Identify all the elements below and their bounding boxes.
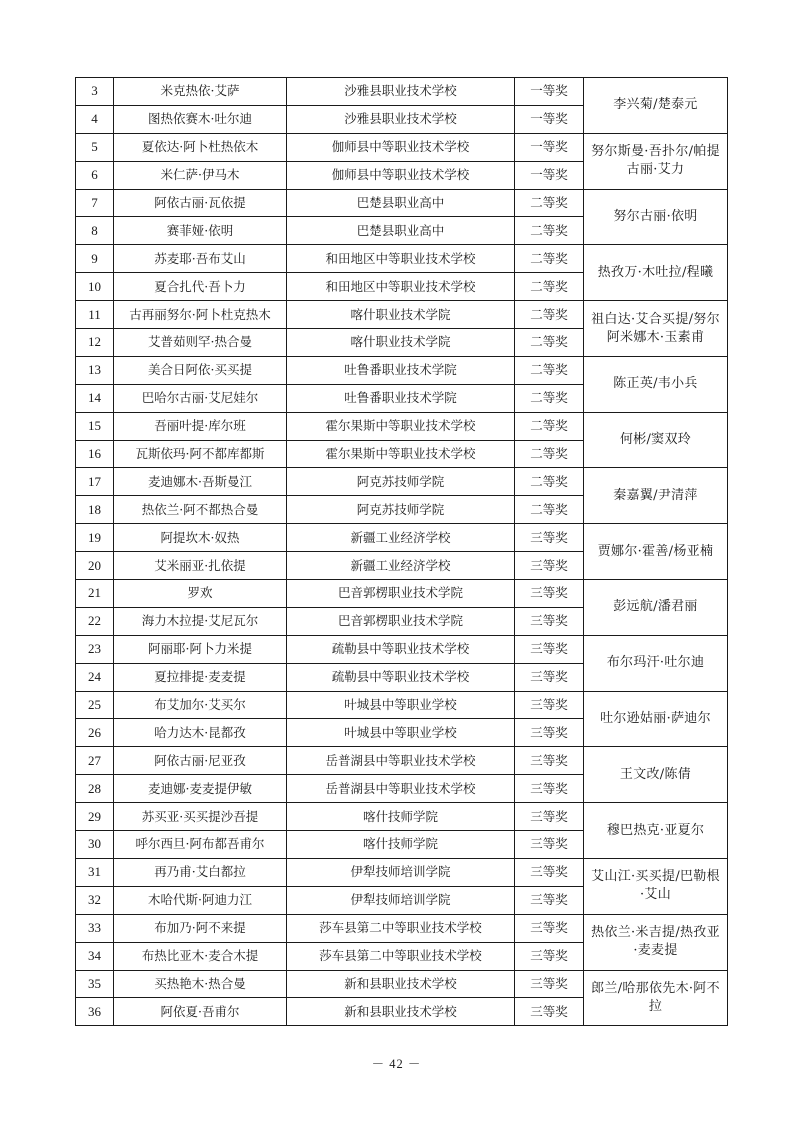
instructor-cell: 何彬/窦双玲 (584, 412, 728, 468)
student-name-cell: 木哈代斯·阿迪力江 (114, 886, 287, 914)
row-number-cell: 13 (76, 356, 114, 384)
row-number-cell: 27 (76, 747, 114, 775)
school-cell: 疏勒县中等职业技术学校 (287, 663, 515, 691)
school-cell: 莎车县第二中等职业技术学校 (287, 942, 515, 970)
student-name-cell: 布艾加尔·艾买尔 (114, 691, 287, 719)
student-name-cell: 布加乃·阿不来提 (114, 914, 287, 942)
row-number-cell: 31 (76, 858, 114, 886)
award-level-cell: 一等奖 (515, 78, 584, 106)
award-level-cell: 二等奖 (515, 273, 584, 301)
award-level-cell: 三等奖 (515, 886, 584, 914)
award-level-cell: 三等奖 (515, 858, 584, 886)
school-cell: 伽师县中等职业技术学校 (287, 133, 515, 161)
row-number-cell: 15 (76, 412, 114, 440)
instructor-cell: 郎兰/哈那依先木·阿不拉 (584, 970, 728, 1026)
row-number-cell: 30 (76, 831, 114, 859)
row-number-cell: 18 (76, 496, 114, 524)
award-level-cell: 三等奖 (515, 831, 584, 859)
table-row (76, 245, 728, 273)
row-number-cell: 35 (76, 970, 114, 998)
school-cell: 喀什职业技术学院 (287, 301, 515, 329)
award-level-cell: 三等奖 (515, 719, 584, 747)
student-name-cell: 呼尔西旦·阿布都吾甫尔 (114, 831, 287, 859)
student-name-cell: 艾米丽亚·扎依提 (114, 552, 287, 580)
row-number-cell: 20 (76, 552, 114, 580)
student-name-cell: 图热依赛木·吐尔迪 (114, 105, 287, 133)
instructor-cell: 祖白达·艾合买提/努尔阿米娜木·玉素甫 (584, 301, 728, 357)
student-name-cell: 阿丽耶·阿卜力米提 (114, 635, 287, 663)
instructor-cell: 陈正英/韦小兵 (584, 356, 728, 412)
student-name-cell: 苏买亚·买买提沙吾提 (114, 803, 287, 831)
row-number-cell: 33 (76, 914, 114, 942)
row-number-cell: 16 (76, 440, 114, 468)
instructor-cell: 王文改/陈倩 (584, 747, 728, 803)
student-name-cell: 布热比亚木·麦合木提 (114, 942, 287, 970)
award-level-cell: 三等奖 (515, 914, 584, 942)
school-cell: 新和县职业技术学校 (287, 970, 515, 998)
award-level-cell: 二等奖 (515, 245, 584, 273)
school-cell: 和田地区中等职业技术学校 (287, 245, 515, 273)
award-level-cell: 三等奖 (515, 775, 584, 803)
table-row (76, 691, 728, 719)
award-level-cell: 三等奖 (515, 998, 584, 1026)
award-level-cell: 一等奖 (515, 161, 584, 189)
school-cell: 喀什技师学院 (287, 803, 515, 831)
school-cell: 霍尔果斯中等职业技术学校 (287, 440, 515, 468)
award-level-cell: 二等奖 (515, 301, 584, 329)
row-number-cell: 26 (76, 719, 114, 747)
school-cell: 新疆工业经济学校 (287, 552, 515, 580)
row-number-cell: 9 (76, 245, 114, 273)
student-name-cell: 麦迪娜·麦麦提伊敏 (114, 775, 287, 803)
student-name-cell: 阿提坎木·奴热 (114, 524, 287, 552)
row-number-cell: 4 (76, 105, 114, 133)
table-row (76, 412, 728, 440)
award-table (75, 77, 728, 1026)
table-row (76, 747, 728, 775)
student-name-cell: 夏拉排提·麦麦提 (114, 663, 287, 691)
table-row (76, 970, 728, 998)
student-name-cell: 阿依夏·吾甫尔 (114, 998, 287, 1026)
instructor-cell: 热孜万·木吐拉/程曦 (584, 245, 728, 301)
row-number-cell: 29 (76, 803, 114, 831)
table-row (76, 580, 728, 608)
table-row (76, 524, 728, 552)
table-row (76, 356, 728, 384)
student-name-cell: 哈力达木·昆都孜 (114, 719, 287, 747)
instructor-cell: 吐尔逊姑丽·萨迪尔 (584, 691, 728, 747)
student-name-cell: 古再丽努尔·阿卜杜克热木 (114, 301, 287, 329)
instructor-cell: 彭远航/潘君丽 (584, 580, 728, 636)
school-cell: 伽师县中等职业技术学校 (287, 161, 515, 189)
student-name-cell: 阿依古丽·尼亚孜 (114, 747, 287, 775)
row-number-cell: 36 (76, 998, 114, 1026)
school-cell: 疏勒县中等职业技术学校 (287, 635, 515, 663)
school-cell: 叶城县中等职业学校 (287, 719, 515, 747)
school-cell: 吐鲁番职业技术学院 (287, 384, 515, 412)
school-cell: 新和县职业技术学校 (287, 998, 515, 1026)
student-name-cell: 巴哈尔古丽·艾尼娃尔 (114, 384, 287, 412)
student-name-cell: 热依兰·阿不都热合曼 (114, 496, 287, 524)
row-number-cell: 5 (76, 133, 114, 161)
award-level-cell: 三等奖 (515, 635, 584, 663)
row-number-cell: 3 (76, 78, 114, 106)
award-table-body (76, 78, 728, 1026)
school-cell: 喀什职业技术学院 (287, 329, 515, 357)
award-level-cell: 三等奖 (515, 580, 584, 608)
school-cell: 新疆工业经济学校 (287, 524, 515, 552)
award-level-cell: 二等奖 (515, 217, 584, 245)
award-level-cell: 二等奖 (515, 440, 584, 468)
table-row (76, 133, 728, 161)
award-level-cell: 三等奖 (515, 691, 584, 719)
instructor-cell: 穆巴热克·亚夏尔 (584, 803, 728, 859)
student-name-cell: 吾丽叶提·库尔班 (114, 412, 287, 440)
student-name-cell: 艾普茹则罕·热合曼 (114, 329, 287, 357)
award-level-cell: 二等奖 (515, 189, 584, 217)
instructor-cell: 秦嘉翼/尹清萍 (584, 468, 728, 524)
row-number-cell: 19 (76, 524, 114, 552)
award-level-cell: 三等奖 (515, 970, 584, 998)
school-cell: 沙雅县职业技术学校 (287, 105, 515, 133)
award-level-cell: 三等奖 (515, 747, 584, 775)
table-row (76, 301, 728, 329)
school-cell: 伊犁技师培训学院 (287, 886, 515, 914)
school-cell: 巴音郭楞职业技术学院 (287, 580, 515, 608)
award-level-cell: 三等奖 (515, 663, 584, 691)
page-number: － 42 － (371, 1057, 422, 1071)
row-number-cell: 25 (76, 691, 114, 719)
row-number-cell: 11 (76, 301, 114, 329)
award-level-cell: 三等奖 (515, 552, 584, 580)
school-cell: 叶城县中等职业学校 (287, 691, 515, 719)
row-number-cell: 22 (76, 607, 114, 635)
school-cell: 喀什技师学院 (287, 831, 515, 859)
school-cell: 伊犁技师培训学院 (287, 858, 515, 886)
row-number-cell: 17 (76, 468, 114, 496)
student-name-cell: 阿依古丽·瓦依提 (114, 189, 287, 217)
award-level-cell: 二等奖 (515, 356, 584, 384)
row-number-cell: 28 (76, 775, 114, 803)
student-name-cell: 海力木拉提·艾尼瓦尔 (114, 607, 287, 635)
school-cell: 霍尔果斯中等职业技术学校 (287, 412, 515, 440)
award-level-cell: 三等奖 (515, 607, 584, 635)
instructor-cell: 贾娜尔·霍善/杨亚楠 (584, 524, 728, 580)
student-name-cell: 美合日阿依·买买提 (114, 356, 287, 384)
school-cell: 阿克苏技师学院 (287, 496, 515, 524)
school-cell: 吐鲁番职业技术学院 (287, 356, 515, 384)
award-level-cell: 二等奖 (515, 468, 584, 496)
row-number-cell: 14 (76, 384, 114, 412)
student-name-cell: 赛菲娅·依明 (114, 217, 287, 245)
school-cell: 阿克苏技师学院 (287, 468, 515, 496)
student-name-cell: 苏麦耶·吾布艾山 (114, 245, 287, 273)
table-row (76, 858, 728, 886)
table-row (76, 468, 728, 496)
row-number-cell: 24 (76, 663, 114, 691)
award-level-cell: 一等奖 (515, 105, 584, 133)
instructor-cell: 布尔玛汗·吐尔迪 (584, 635, 728, 691)
instructor-cell: 努尔斯曼·吾扑尔/帕提古丽·艾力 (584, 133, 728, 189)
award-level-cell: 三等奖 (515, 803, 584, 831)
row-number-cell: 6 (76, 161, 114, 189)
row-number-cell: 23 (76, 635, 114, 663)
school-cell: 巴楚县职业高中 (287, 217, 515, 245)
award-level-cell: 三等奖 (515, 524, 584, 552)
student-name-cell: 再乃甫·艾白都拉 (114, 858, 287, 886)
row-number-cell: 34 (76, 942, 114, 970)
instructor-cell: 李兴菊/楚泰元 (584, 78, 728, 134)
school-cell: 莎车县第二中等职业技术学校 (287, 914, 515, 942)
award-level-cell: 二等奖 (515, 412, 584, 440)
award-level-cell: 二等奖 (515, 384, 584, 412)
table-row (76, 803, 728, 831)
table-row (76, 189, 728, 217)
student-name-cell: 夏依达·阿卜杜热依木 (114, 133, 287, 161)
award-level-cell: 二等奖 (515, 496, 584, 524)
table-row (76, 635, 728, 663)
row-number-cell: 8 (76, 217, 114, 245)
table-row (76, 914, 728, 942)
student-name-cell: 米克热依·艾萨 (114, 78, 287, 106)
student-name-cell: 米仁萨·伊马木 (114, 161, 287, 189)
row-number-cell: 7 (76, 189, 114, 217)
table-row (76, 78, 728, 106)
school-cell: 岳普湖县中等职业技术学校 (287, 747, 515, 775)
school-cell: 巴楚县职业高中 (287, 189, 515, 217)
instructor-cell: 努尔古丽·依明 (584, 189, 728, 245)
student-name-cell: 罗欢 (114, 580, 287, 608)
award-level-cell: 三等奖 (515, 942, 584, 970)
row-number-cell: 32 (76, 886, 114, 914)
school-cell: 和田地区中等职业技术学校 (287, 273, 515, 301)
row-number-cell: 12 (76, 329, 114, 357)
student-name-cell: 瓦斯依玛·阿不都库都斯 (114, 440, 287, 468)
row-number-cell: 21 (76, 580, 114, 608)
student-name-cell: 买热艳木·热合曼 (114, 970, 287, 998)
award-level-cell: 一等奖 (515, 133, 584, 161)
school-cell: 巴音郭楞职业技术学院 (287, 607, 515, 635)
school-cell: 沙雅县职业技术学校 (287, 78, 515, 106)
award-level-cell: 二等奖 (515, 329, 584, 357)
school-cell: 岳普湖县中等职业技术学校 (287, 775, 515, 803)
student-name-cell: 麦迪娜木·吾斯曼江 (114, 468, 287, 496)
row-number-cell: 10 (76, 273, 114, 301)
instructor-cell: 热依兰·米吉提/热孜亚·麦麦提 (584, 914, 728, 970)
instructor-cell: 艾山江·买买提/巴勒根·艾山 (584, 858, 728, 914)
student-name-cell: 夏合扎代·吾卜力 (114, 273, 287, 301)
